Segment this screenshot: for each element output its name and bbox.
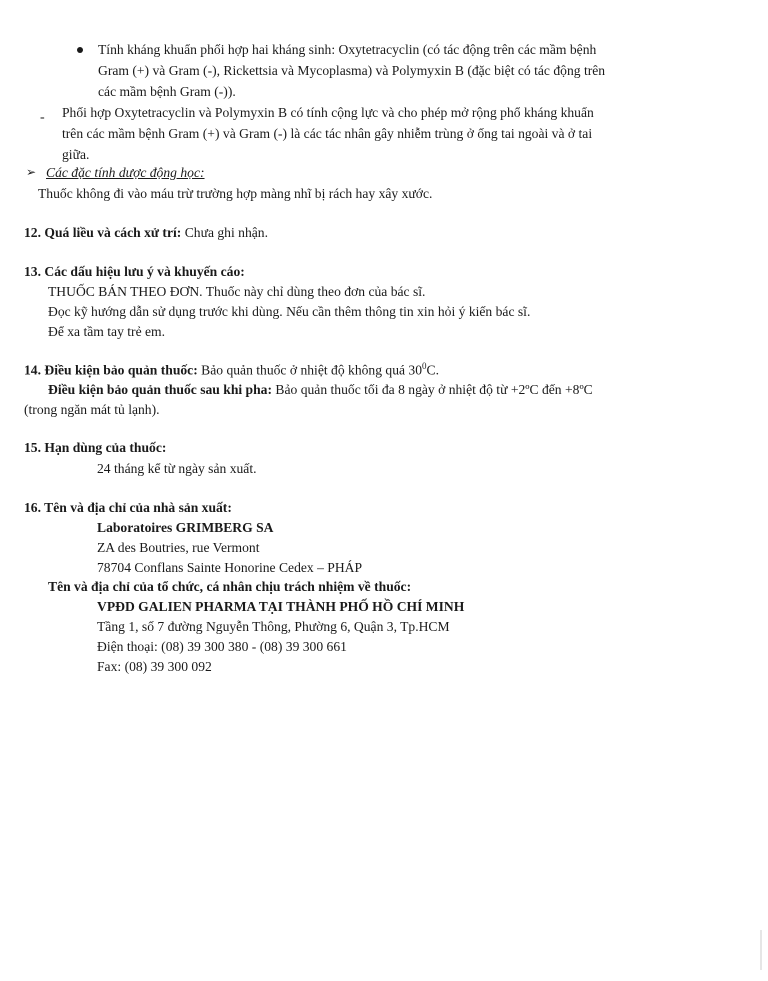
section-13-heading: 13. Các dấu hiệu lưu ý và khuyến cáo: <box>24 264 245 279</box>
section-14 <box>24 362 439 377</box>
arrow-bullet-icon: ➢ <box>26 165 37 179</box>
section-13-line-3: Để xa tầm tay trẻ em. <box>48 324 166 339</box>
responsible-name: VPĐD GALIEN PHARMA TẠI THÀNH PHỐ HỒ CHÍ MINH <box>97 599 465 614</box>
responsible-heading: Tên và địa chỉ của tổ chức, cá nhân chịu trách nhiệm về thuốc: <box>48 579 412 594</box>
section-14-unit: C. <box>426 362 439 378</box>
synergy-line-2: trên các mầm bệnh Gram (+) và Gram (-) là các tác nhân gây nhiễm trùng ở ống tai ngoài và ở tai <box>62 126 593 141</box>
section-14-text: Bảo quản thuốc ở nhiệt độ không quá 30 <box>197 362 423 378</box>
manufacturer-address-2: 78704 Conflans Sainte Honorine Cedex – PHÁP <box>97 560 363 575</box>
section-12 <box>24 226 268 240</box>
manufacturer-name: Laboratoires GRIMBERG SA <box>97 520 274 535</box>
responsible-address: Tầng 1, số 7 đường Nguyễn Thông, Phường 6, Quận 3, Tp.HCM <box>97 619 450 634</box>
manufacturer-address-1: ZA des Boutries, rue Vermont <box>97 540 260 555</box>
section-12-text: Chưa ghi nhận. <box>181 225 268 240</box>
degree-superscript: 0 <box>422 361 427 371</box>
section-15-text: 24 tháng kể từ ngày sản xuất. <box>97 461 257 476</box>
dash-icon: - <box>40 110 45 125</box>
combo-bullet-line-1: Tính kháng khuẩn phối hợp hai kháng sinh: Oxytetracyclin (có tác động trên các mầm bệnh <box>98 42 597 57</box>
section-13-line-2: Đọc kỹ hướng dẫn sử dụng trước khi dùng. Nếu cần thêm thông tin xin hỏi ý kiến bác sĩ. <box>48 304 531 319</box>
section-14-after-line-2: (trong ngăn mát tủ lạnh). <box>24 402 160 417</box>
synergy-line-3: giữa. <box>62 147 90 162</box>
pk-text: Thuốc không đi vào máu trừ trường hợp màng nhĩ bị rách hay xây xước. <box>38 186 433 201</box>
section-15-heading: 15. Hạn dùng của thuốc: <box>24 440 167 455</box>
scan-edge-artifact <box>760 930 762 970</box>
responsible-fax: Fax: (08) 39 300 092 <box>97 659 212 674</box>
bullet-icon <box>77 47 83 53</box>
section-14-after-text: Bảo quản thuốc tối đa 8 ngày ở nhiệt độ từ +2ºC đến +8ºC <box>272 382 593 397</box>
synergy-line-1: Phối hợp Oxytetracyclin và Polymyxin B có tính cộng lực và cho phép mở rộng phổ kháng khuẩn <box>62 105 594 120</box>
pk-heading: Các đặc tính dược động học: <box>46 165 205 180</box>
section-12-heading: 12. Quá liều và cách xử trí: <box>24 225 182 240</box>
section-14-after <box>48 383 593 397</box>
section-14-heading: 14. Điều kiện bảo quản thuốc: <box>24 362 198 378</box>
section-13-line-1: THUỐC BÁN THEO ĐƠN. Thuốc này chỉ dùng theo đơn của bác sĩ. <box>48 284 426 299</box>
responsible-phone: Điện thoại: (08) 39 300 380 - (08) 39 300 661 <box>97 639 347 654</box>
section-14-after-heading: Điều kiện bảo quản thuốc sau khi pha: <box>48 382 273 397</box>
combo-bullet-line-3: các mầm bệnh Gram (-)). <box>98 84 236 99</box>
section-16-heading: 16. Tên và địa chỉ của nhà sản xuất: <box>24 500 232 515</box>
combo-bullet-line-2: Gram (+) và Gram (-), Rickettsia và Mycoplasma) và Polymyxin B (đặc biệt có tác động trên <box>98 63 606 78</box>
